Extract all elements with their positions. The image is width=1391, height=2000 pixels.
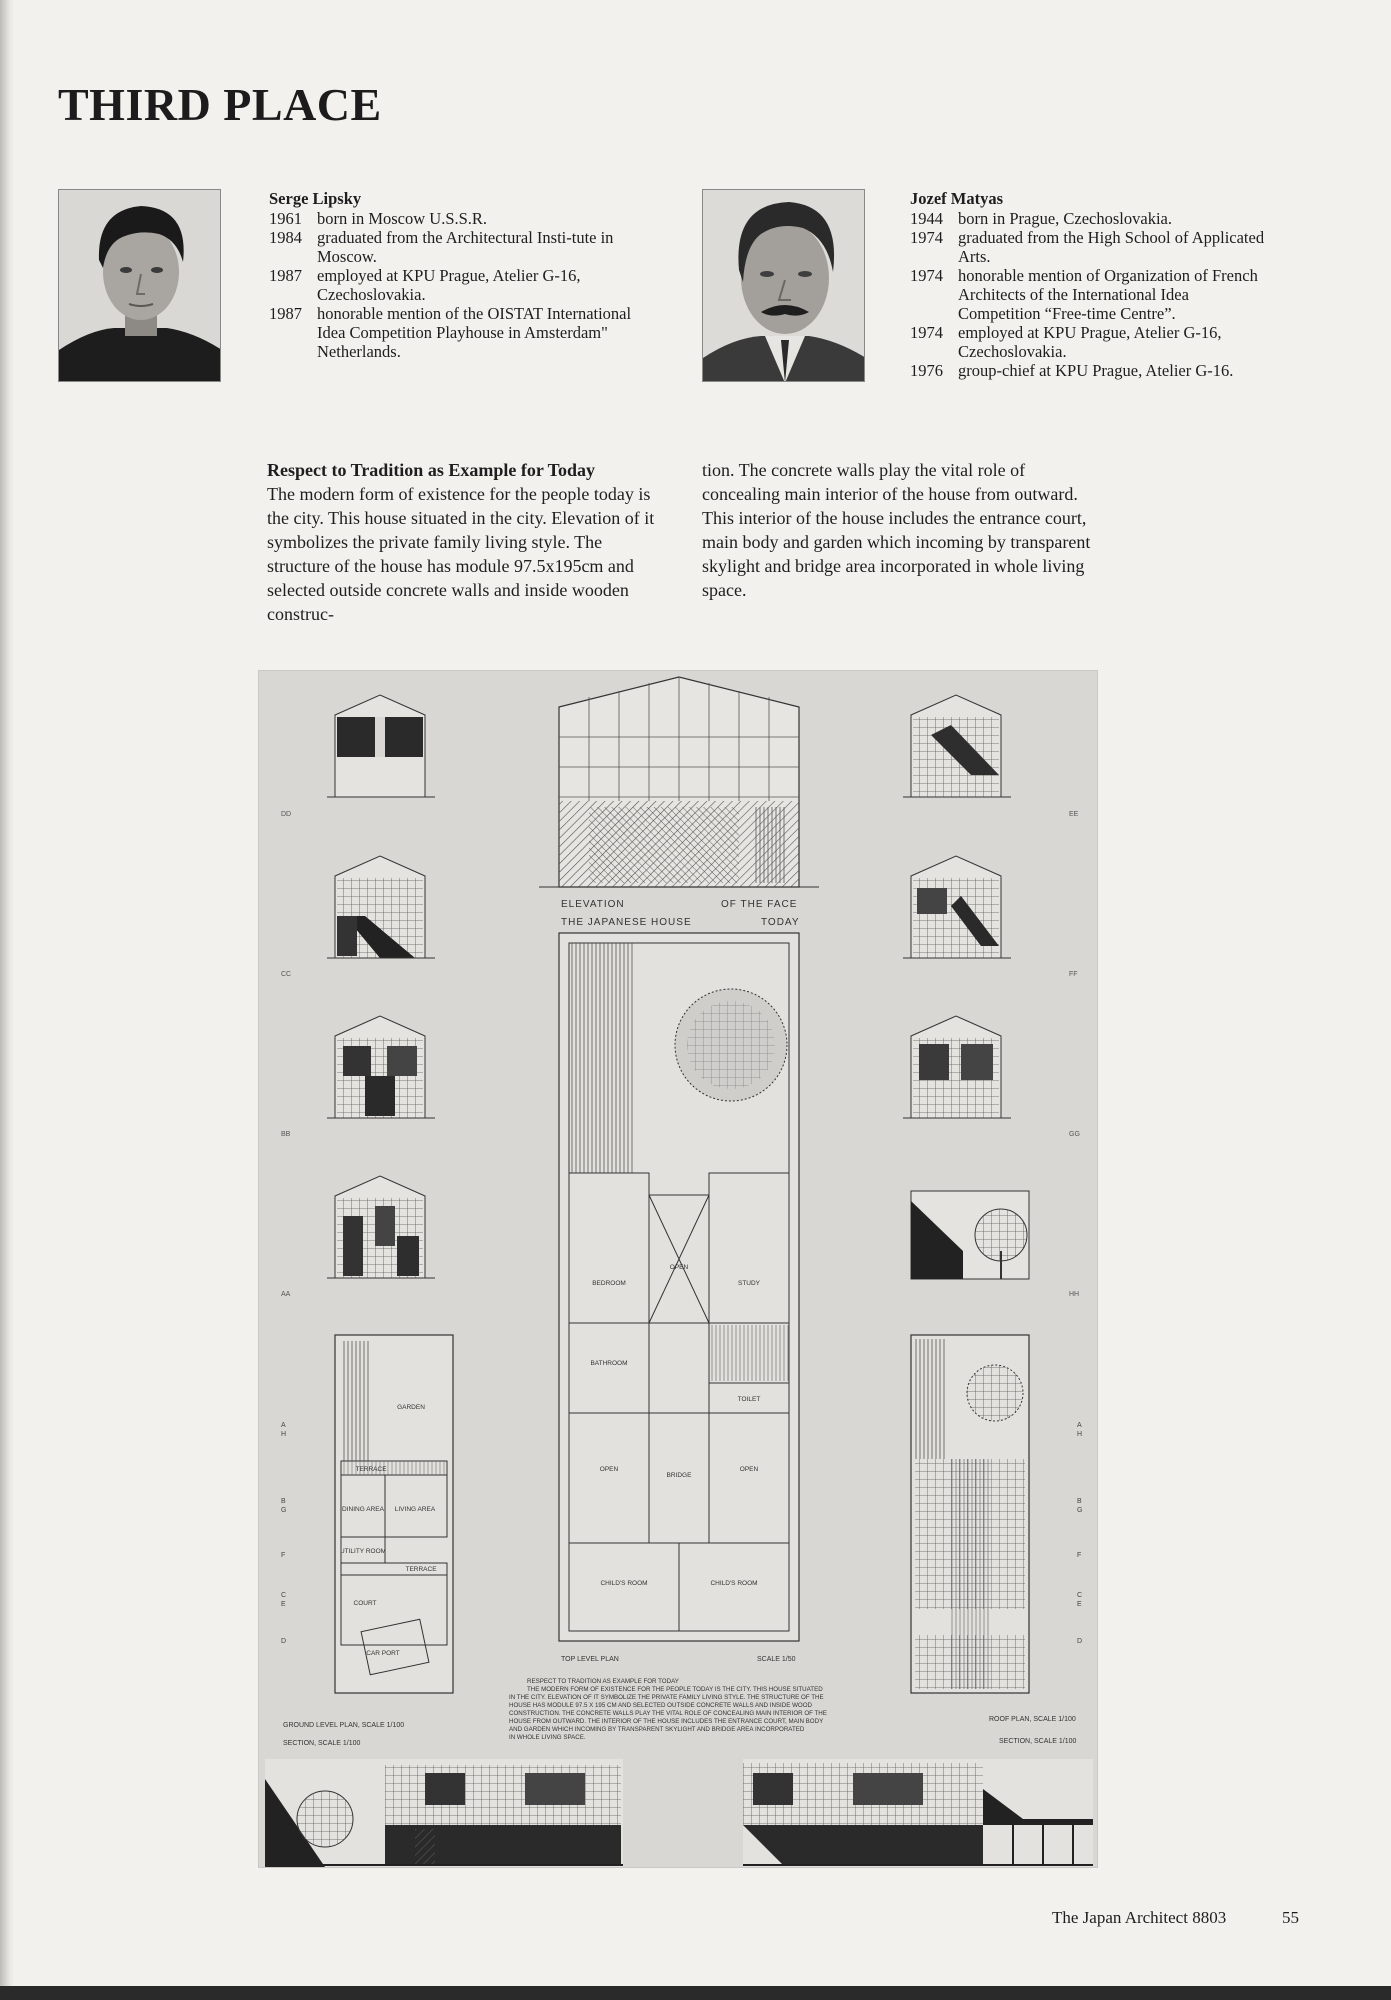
- architect-name: Jozef Matyas: [910, 189, 1004, 208]
- room-label: OPEN: [739, 1466, 759, 1473]
- bio-year: 1974: [910, 323, 943, 342]
- axis-letter: F: [281, 1552, 286, 1559]
- axis-letter: D: [1077, 1638, 1083, 1645]
- long-section-right: [743, 1759, 1093, 1867]
- bio-serge-lipsky: [269, 189, 634, 361]
- axis-letter: E: [1077, 1601, 1082, 1608]
- article-body-col1: The modern form of existence for the people today is the city. This house situated in the city. Elevation of it symbolizes the private family living style. The structure of the house has module 97.5x195cm and selected outside concrete walls and inside wooden construc-: [267, 484, 655, 624]
- section-marks-left: [281, 811, 291, 1298]
- bio-text: graduated from the Architectural Insti-tute in Moscow.: [317, 228, 614, 266]
- article-heading: Respect to Tradition as Example for Today: [267, 460, 596, 480]
- article-body-col2: tion. The concrete walls play the vital role of concealing main interior of the house from outward. This interior of the house includes the entrance court, main body and garden which incoming by transparent skylight and bridge area incorporated in whole living space.: [702, 460, 1091, 600]
- axis-letter: C: [1077, 1592, 1083, 1599]
- top-plan-labels: [561, 1656, 796, 1663]
- caption-line: RESPECT TO TRADITION AS EXAMPLE FOR TODAY: [527, 1678, 679, 1685]
- caption-line: IN THE CITY. ELEVATION OF IT SYMBOLIZE THE PRIVATE FAMILY LIVING STYLE. THE STRUCTURE OF THE: [509, 1694, 824, 1701]
- room-label: OPEN: [599, 1466, 619, 1473]
- page-title: THIRD PLACE: [58, 79, 382, 130]
- room-label: TERRACE: [355, 1466, 387, 1473]
- bio-text: employed at KPU Prague, Atelier G-16, Czechoslovakia.: [958, 323, 1222, 361]
- bio-entry: [910, 266, 1275, 323]
- room-label: UTILITY ROOM: [339, 1548, 387, 1555]
- bio-text: born in Moscow U.S.S.R.: [317, 209, 488, 228]
- axis-letter: H: [281, 1431, 287, 1438]
- bio-entry: [910, 361, 1275, 380]
- axis-letter: B: [281, 1498, 286, 1505]
- section-mark: AA: [281, 1291, 291, 1298]
- elevation-label: THE JAPANESE HOUSE: [561, 917, 692, 928]
- bio-timeline: [910, 209, 1275, 380]
- section-mark: FF: [1069, 971, 1078, 978]
- room-label: STUDY: [737, 1280, 761, 1287]
- bio-timeline: [269, 209, 634, 361]
- section-drawings-left: [327, 695, 435, 1278]
- bio-year: 1974: [910, 266, 943, 285]
- footer-journal: The Japan Architect 8803: [1052, 1908, 1227, 1927]
- axis-letter: B: [1077, 1498, 1082, 1505]
- bio-entry: [269, 266, 634, 304]
- plan-title: GROUND LEVEL PLAN, SCALE 1/100: [283, 1722, 405, 1729]
- article-column-2: [702, 458, 1094, 602]
- bio-text: employed at KPU Prague, Atelier G-16, Czechoslovakia.: [317, 266, 581, 304]
- ground-plan-labels: [283, 1722, 404, 1747]
- roof-plan-labels: [989, 1716, 1077, 1745]
- room-label: CAR PORT: [366, 1650, 400, 1657]
- scan-bottom-edge: [0, 1986, 1391, 2000]
- axis-letter: D: [281, 1638, 287, 1645]
- section-drawings-right: [903, 695, 1029, 1279]
- section-mark: BB: [281, 1131, 291, 1138]
- room-label: BRIDGE: [666, 1472, 692, 1479]
- article-column-1: [267, 458, 659, 626]
- section-title: SECTION, SCALE 1/100: [283, 1740, 361, 1747]
- axis-letter: F: [1077, 1552, 1082, 1559]
- room-label: DINING AREA: [342, 1506, 384, 1513]
- bio-year: 1961: [269, 209, 302, 228]
- caption-line: HOUSE HAS MODULE 97.5 X 195 CM AND SELECTED OUTSIDE CONCRETE WALLS AND INSIDE WOOD: [509, 1702, 813, 1709]
- elevation-label: TODAY: [761, 917, 800, 928]
- top-level-plan: [559, 933, 799, 1641]
- bio-entry: [269, 304, 634, 361]
- bio-year: 1987: [269, 304, 302, 323]
- ground-level-plan: [335, 1335, 453, 1693]
- axis-letter: H: [1077, 1431, 1083, 1438]
- room-label: CHILD'S ROOM: [710, 1580, 758, 1587]
- architect-name: Serge Lipsky: [269, 189, 362, 208]
- bio-text: honorable mention of the OISTAT International Idea Competition Playhouse in Amsterdam" Netherlands.: [317, 304, 632, 361]
- roof-plan: [911, 1335, 1029, 1693]
- bio-year: 1976: [910, 361, 943, 380]
- section-mark: CC: [281, 971, 292, 978]
- bio-year: 1987: [269, 266, 302, 285]
- room-label: TERRACE: [405, 1566, 437, 1573]
- room-label: LIVING AREA: [394, 1506, 436, 1513]
- room-label: COURT: [353, 1600, 377, 1607]
- axis-letter: C: [281, 1592, 287, 1599]
- room-label: BATHROOM: [590, 1360, 628, 1367]
- caption-line: THE MODERN FORM OF EXISTENCE FOR THE PEOPLE TODAY IS THE CITY. THIS HOUSE SITUATED: [527, 1686, 823, 1693]
- bio-jozef-matyas: [910, 189, 1275, 380]
- elevation-label: OF THE FACE: [721, 899, 798, 910]
- section-mark: GG: [1069, 1131, 1080, 1138]
- axis-letter: E: [281, 1601, 286, 1608]
- bio-text: group-chief at KPU Prague, Atelier G-16.: [958, 361, 1234, 380]
- page-number: 55: [1282, 1908, 1299, 1927]
- bio-entry: [269, 209, 634, 228]
- page-binding-shadow: [0, 0, 14, 2000]
- plan-title: TOP LEVEL PLAN: [561, 1656, 619, 1663]
- caption-line: CONSTRUCTION. THE CONCRETE WALLS PLAY THE VITAL ROLE OF CONCEALING MAIN INTERIOR OF THE: [509, 1710, 827, 1717]
- bio-year: 1984: [269, 228, 302, 247]
- bio-entry: [910, 323, 1275, 361]
- section-mark: DD: [281, 811, 292, 818]
- caption-line: HOUSE FROM OUTWARD. THE INTERIOR OF THE HOUSE INCLUDES THE ENTRANCE COURT, MAIN BODY: [509, 1718, 824, 1725]
- portrait-jozef-matyas: [702, 189, 865, 382]
- bio-text: honorable mention of Organization of French Architects of the International Idea Competition “Free-time Centre”.: [958, 266, 1258, 323]
- caption-line: AND GARDEN WHICH INCOMING BY TRANSPARENT SKYLIGHT AND BRIDGE AREA INCORPORATED: [509, 1726, 805, 1733]
- elevation-labels: [561, 899, 800, 928]
- section-title: SECTION, SCALE 1/100: [999, 1738, 1077, 1745]
- room-label: CHILD'S ROOM: [600, 1580, 648, 1587]
- section-mark: EE: [1069, 811, 1079, 818]
- axis-letter: G: [1077, 1507, 1083, 1514]
- axis-letter: A: [1077, 1422, 1082, 1429]
- bio-text: born in Prague, Czechoslovakia.: [958, 209, 1172, 228]
- elevation-label: ELEVATION: [561, 899, 625, 910]
- room-label: BEDROOM: [592, 1280, 626, 1287]
- bio-entry: [910, 209, 1275, 228]
- front-elevation: [539, 677, 819, 887]
- room-label: OPEN: [669, 1264, 689, 1271]
- caption-line: IN WHOLE LIVING SPACE.: [509, 1734, 586, 1741]
- plan-axis-right: [1077, 1422, 1082, 1645]
- section-mark: HH: [1069, 1291, 1080, 1298]
- bio-text: graduated from the High School of Applicated Arts.: [958, 228, 1265, 266]
- axis-letter: G: [281, 1507, 287, 1514]
- bio-year: 1974: [910, 228, 943, 247]
- section-marks-right: [1069, 811, 1080, 1298]
- architectural-drawing-board: [258, 670, 1098, 1868]
- plan-title: ROOF PLAN, SCALE 1/100: [989, 1716, 1076, 1723]
- portrait-serge-lipsky: [58, 189, 221, 382]
- drawing-caption: [509, 1678, 827, 1741]
- room-label: GARDEN: [397, 1404, 425, 1411]
- bio-entry: [910, 228, 1275, 266]
- axis-letter: A: [281, 1422, 286, 1429]
- room-label: TOILET: [737, 1396, 761, 1403]
- plan-scale: SCALE 1/50: [757, 1656, 796, 1663]
- bio-entry: [269, 228, 634, 266]
- plan-axis-left: [281, 1422, 286, 1645]
- long-section-left: [265, 1759, 623, 1867]
- bio-year: 1944: [910, 209, 943, 228]
